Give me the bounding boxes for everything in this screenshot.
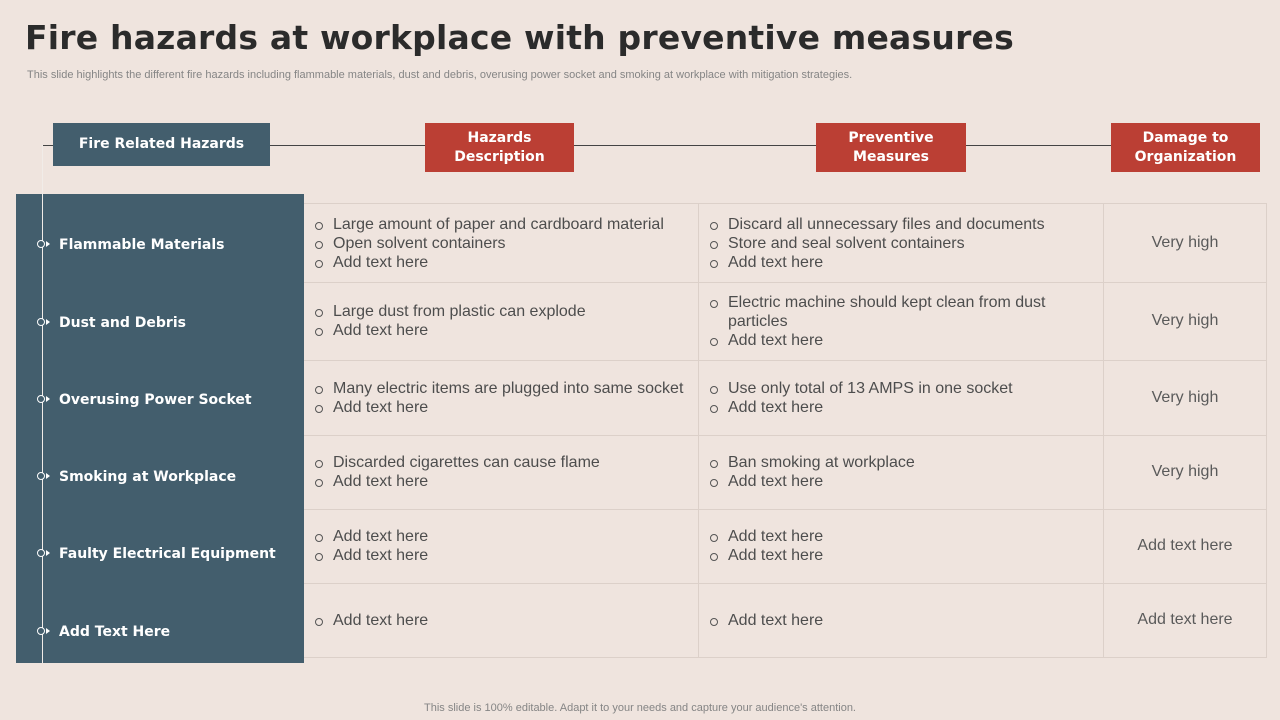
bullet-list bbox=[304, 379, 683, 417]
hazard-item bbox=[36, 622, 170, 642]
hazards-table bbox=[304, 203, 1267, 657]
bullet-list bbox=[699, 453, 915, 491]
damage-cell: Very high bbox=[1104, 361, 1267, 435]
hazard-label: Overusing Power Socket bbox=[59, 392, 252, 408]
circle-arrow-icon bbox=[36, 470, 50, 484]
preventive-cell bbox=[699, 583, 1104, 657]
header-damage-to-organization: Damage to Organization bbox=[1111, 123, 1260, 172]
list-item: Large dust from plastic can explode bbox=[314, 302, 586, 321]
list-item: Add text here bbox=[314, 321, 586, 340]
hazard-item bbox=[36, 544, 276, 564]
list-item: Add text here bbox=[709, 331, 1103, 350]
damage-cell: Very high bbox=[1104, 282, 1267, 360]
description-cell bbox=[304, 204, 699, 282]
damage-cell: Very high bbox=[1104, 204, 1267, 282]
list-item: Add text here bbox=[709, 527, 823, 546]
list-item: Add text here bbox=[709, 546, 823, 565]
footer-note: This slide is 100% editable. Adapt it to your needs and capture your audience's attention. bbox=[424, 702, 856, 714]
bullet-list bbox=[304, 611, 428, 630]
bullet-list bbox=[699, 527, 823, 565]
bullet-list bbox=[699, 293, 1103, 350]
preventive-cell bbox=[699, 204, 1104, 282]
list-item: Discarded cigarettes can cause flame bbox=[314, 453, 600, 472]
description-cell bbox=[304, 583, 699, 657]
hazards-side-panel bbox=[16, 194, 304, 663]
list-item: Add text here bbox=[314, 546, 428, 565]
bullet-list bbox=[304, 215, 664, 272]
header-preventive-measures: Preventive Measures bbox=[816, 123, 966, 172]
circle-arrow-icon bbox=[36, 625, 50, 639]
list-item: Open solvent containers bbox=[314, 234, 664, 253]
list-item: Add text here bbox=[314, 472, 600, 491]
list-item: Large amount of paper and cardboard material bbox=[314, 215, 664, 234]
list-item: Add text here bbox=[314, 527, 428, 546]
hazard-label: Dust and Debris bbox=[59, 315, 186, 331]
circle-arrow-icon bbox=[36, 316, 50, 330]
bullet-list bbox=[699, 379, 1013, 417]
hazard-label: Flammable Materials bbox=[59, 237, 225, 253]
list-item: Add text here bbox=[314, 253, 664, 272]
page-subtitle: This slide highlights the different fire hazards including flammable materials, dust and debris, overusing power socket and smoking at workplace with mitigation strategies. bbox=[27, 69, 853, 81]
table-row bbox=[304, 583, 1267, 658]
hazard-item bbox=[36, 235, 224, 255]
table-row bbox=[304, 204, 1267, 283]
description-cell bbox=[304, 361, 699, 435]
list-item: Add text here bbox=[709, 472, 915, 491]
header-fire-related-hazards: Fire Related Hazards bbox=[53, 123, 270, 166]
description-cell bbox=[304, 509, 699, 583]
bullet-list bbox=[699, 215, 1045, 272]
list-item: Many electric items are plugged into same socket bbox=[314, 379, 683, 398]
bullet-list bbox=[304, 453, 600, 491]
list-item: Add text here bbox=[314, 398, 683, 417]
hazard-item bbox=[36, 467, 236, 487]
table-row bbox=[304, 361, 1267, 436]
circle-arrow-icon bbox=[36, 393, 50, 407]
hazard-label: Add Text Here bbox=[59, 624, 171, 640]
list-item: Ban smoking at workplace bbox=[709, 453, 915, 472]
list-item: Electric machine should kept clean from dust particles bbox=[709, 293, 1103, 331]
damage-cell: Add text here bbox=[1104, 583, 1267, 657]
table-row bbox=[304, 435, 1267, 510]
preventive-cell bbox=[699, 282, 1104, 360]
circle-arrow-icon bbox=[36, 547, 50, 561]
bullet-list bbox=[699, 611, 823, 630]
description-cell bbox=[304, 282, 699, 360]
description-cell bbox=[304, 435, 699, 509]
hazard-item bbox=[36, 390, 252, 410]
preventive-cell bbox=[699, 361, 1104, 435]
bullet-list bbox=[304, 302, 586, 340]
header-hazards-description: Hazards Description bbox=[425, 123, 574, 172]
damage-cell: Very high bbox=[1104, 435, 1267, 509]
list-item: Add text here bbox=[314, 611, 428, 630]
page-title: Fire hazards at workplace with preventive measures bbox=[25, 18, 1014, 57]
table-row bbox=[304, 282, 1267, 361]
preventive-cell bbox=[699, 509, 1104, 583]
list-item: Discard all unnecessary files and documents bbox=[709, 215, 1045, 234]
hazard-label: Smoking at Workplace bbox=[59, 469, 237, 485]
damage-cell: Add text here bbox=[1104, 509, 1267, 583]
list-item: Add text here bbox=[709, 253, 1045, 272]
hazard-item bbox=[36, 313, 186, 333]
table-row bbox=[304, 509, 1267, 584]
list-item: Add text here bbox=[709, 611, 823, 630]
list-item: Add text here bbox=[709, 398, 1013, 417]
list-item: Store and seal solvent containers bbox=[709, 234, 1045, 253]
hazard-label: Faulty Electrical Equipment bbox=[59, 546, 276, 562]
bullet-list bbox=[304, 527, 428, 565]
preventive-cell bbox=[699, 435, 1104, 509]
circle-arrow-icon bbox=[36, 238, 50, 252]
list-item: Use only total of 13 AMPS in one socket bbox=[709, 379, 1013, 398]
